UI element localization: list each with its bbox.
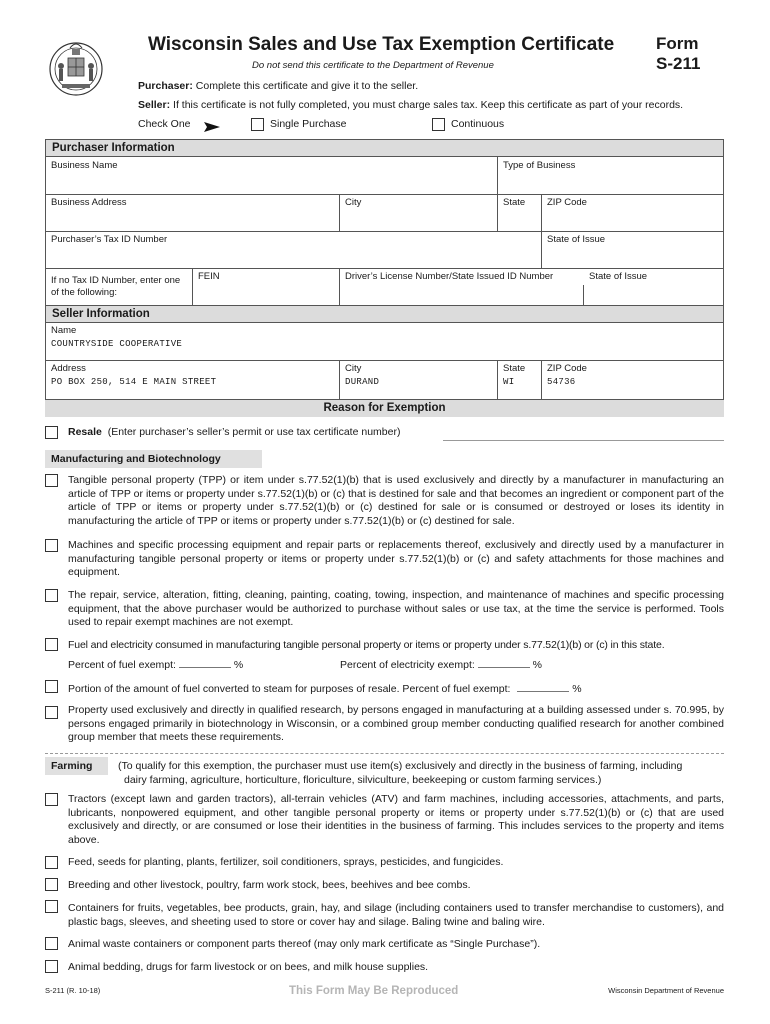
form-subtitle: Do not send this certificate to the Department of Revenue (252, 60, 494, 71)
farming-intro: (To qualify for this exemption, the purchaser must use item(s) exclusively and directly in the business of farming, including dairy farming, agriculture, horticulture, floriculture, silviculture, beekeeping or custom farming services.) (118, 760, 683, 786)
seller-zip-value: 54736 (547, 377, 576, 387)
farm-item-4-checkbox[interactable] (45, 900, 58, 913)
farm-item-5-checkbox[interactable] (45, 937, 58, 950)
arrow-right-icon (204, 119, 220, 137)
reason-header: Reason for Exemption (45, 400, 724, 417)
farm-item-2-text: Feed, seeds for planting, plants, fertilizer, soil conditioners, sprays, pesticides, and fungicides. (68, 856, 504, 868)
form-number: Form S-211 (656, 34, 701, 73)
farm-item-2-checkbox[interactable] (45, 856, 58, 869)
purchaser-section-header: Purchaser Information (45, 139, 724, 157)
seller-state-label: State (503, 363, 526, 374)
mfg-item-6-text: Property used exclusively and directly in qualified research, by persons engaged in manufacturing at a building assessed under s. 70.995, by persons engaged primarily in biotechnology in Wisconsin, or a combined group member conducting qualified research for another combined group member that meets these requirements. (68, 704, 724, 743)
seller-state-value: WI (503, 377, 515, 387)
mfg-item-2-checkbox[interactable] (45, 539, 58, 552)
single-purchase-label: Single Purchase (270, 118, 347, 130)
fuel-percent-input[interactable] (179, 657, 231, 668)
continuous-checkbox[interactable] (432, 118, 445, 131)
mfg-item-5-text: Portion of the amount of fuel converted to steam for purposes of resale. Percent of fuel exempt: % (68, 683, 582, 695)
state-of-issue-label: State of Issue (547, 234, 606, 245)
farming-header: Farming (45, 757, 108, 775)
tax-id-label: Purchaser’s Tax ID Number (51, 234, 168, 245)
electricity-percent-row: Percent of electricity exempt: % (340, 659, 542, 671)
seller-address-value: PO BOX 250, 514 E MAIN STREET (51, 377, 217, 387)
mfg-item-1-checkbox[interactable] (45, 474, 58, 487)
resale-checkbox[interactable] (45, 426, 58, 439)
fuel-percent-row: Percent of fuel exempt: % (68, 659, 244, 671)
footer-form-id: S-211 (R. 10-18) (45, 986, 101, 995)
single-purchase-checkbox[interactable] (251, 118, 264, 131)
farm-item-6-text: Animal bedding, drugs for farm livestock or on bees, and milk house supplies. (68, 961, 429, 973)
business-address-label: Business Address (51, 197, 127, 208)
mfg-item-6-checkbox[interactable] (45, 706, 58, 719)
farm-item-4-text: Containers for fruits, vegetables, bee products, grain, hay, and silage (including containers used to transfer merchandise to customers), and plastic bags, sleeves, and sheeting used to store or cover hay and silage. Baling twine and baling wire. (68, 902, 724, 928)
purchaser-state-label: State (503, 197, 526, 208)
mfg-item-3-checkbox[interactable] (45, 589, 58, 602)
farm-item-3-checkbox[interactable] (45, 878, 58, 891)
farm-item-3-text: Breeding and other livestock, poultry, farm work stock, bees, beehives and bee combs. (68, 879, 471, 891)
mfg-item-2-text: Machines and specific processing equipment and repair parts or replacements thereof, exclusively and directly used by a manufacturer in manufacturing tangible personal property or items or property under s.77.52(1)(b) or (c) and safety attachments for those machines and equipment. (68, 539, 724, 578)
form-title: Wisconsin Sales and Use Tax Exemption Certificate (148, 34, 615, 55)
seller-name-value: COUNTRYSIDE COOPERATIVE (51, 339, 183, 349)
seller-name-label: Name (51, 325, 77, 336)
mfg-item-4-text: Fuel and electricity consumed in manufacturing tangible personal property or items or property under s.77.52(1)(b) or (c) in this state. (68, 639, 665, 651)
mfg-item-3-text: The repair, service, alteration, fitting, cleaning, painting, coating, towing, inspection, and maintenance of machines and specific processing equipment, that the above purchaser would be authorized to purchase without sales or use tax, at the time the service is performed. Tools used to repair exempt machines are not exempt. (68, 589, 724, 628)
mfg-item-5-checkbox[interactable] (45, 680, 58, 693)
seller-city-label: City (345, 363, 362, 374)
footer-reproduced: This Form May Be Reproduced (289, 985, 459, 997)
steam-fuel-percent-input[interactable] (517, 681, 569, 692)
seller-city-value: DURAND (345, 377, 380, 387)
purchaser-city-label: City (345, 197, 362, 208)
farm-item-1-text: Tractors (except lawn and garden tractors), all-terrain vehicles (ATV) and farm machines, including accessories, attachments, and parts, lubricants, nonpowered equipment, and other tangible personal property or items or property under s.77.52(1)(b) or (c) that are used exclusively and directly, or are consumed or lose their identities in the business of farming. This includes services to the property and items above. (68, 793, 724, 846)
seller-zip-label: ZIP Code (547, 363, 587, 374)
purchaser-zip-label: ZIP Code (547, 197, 587, 208)
no-tax-id-label: If no Tax ID Number, enter one of the following: (51, 275, 181, 298)
resale-label: Resale (Enter purchaser’s seller’s permit or use tax certificate number) (68, 426, 401, 438)
resale-number-input[interactable] (443, 440, 724, 441)
farm-item-1-checkbox[interactable] (45, 793, 58, 806)
mfg-item-1-text: Tangible personal property (TPP) or item under s.77.52(1)(b) that is used exclusively and directly by a manufacturer in manufacturing an article of TPP or items or property under s.77.52(1)(b) or (c) that is destined for sale and that becomes an ingredient or component part of the article of TPP or items or property under s.77.52(1)(b) or (c) destined for sale or is consumed or destroyed or loses its identity in manufacturing the article of TPP or items or property under s.77.52(1)(b) or (c) destined for sale. (68, 474, 724, 527)
continuous-label: Continuous (451, 118, 505, 130)
manufacturing-header: Manufacturing and Biotechnology (45, 450, 262, 468)
business-name-label: Business Name (51, 160, 118, 171)
mfg-item-4-checkbox[interactable] (45, 638, 58, 651)
state-seal-icon (48, 36, 104, 98)
check-one-label: Check One (138, 118, 191, 130)
seller-section-header: Seller Information (45, 305, 724, 323)
drivers-license-label: Driver’s License Number/State Issued ID Number (345, 271, 554, 282)
electricity-percent-input[interactable] (478, 657, 530, 668)
fein-label: FEIN (198, 271, 220, 282)
type-of-business-label: Type of Business (503, 160, 576, 171)
state-of-issue-2-label: State of Issue (589, 271, 648, 282)
seller-address-label: Address (51, 363, 86, 374)
farm-item-6-checkbox[interactable] (45, 960, 58, 973)
seller-instruction: Seller: If this certificate is not fully completed, you must charge sales tax. Keep this certificate as part of your records. (138, 99, 684, 111)
footer-department: Wisconsin Department of Revenue (608, 986, 724, 995)
farm-item-5-text: Animal waste containers or component parts thereof (may only mark certificate as “Single Purchase”). (68, 938, 541, 950)
purchaser-instruction: Purchaser: Complete this certificate and give it to the seller. (138, 80, 419, 92)
